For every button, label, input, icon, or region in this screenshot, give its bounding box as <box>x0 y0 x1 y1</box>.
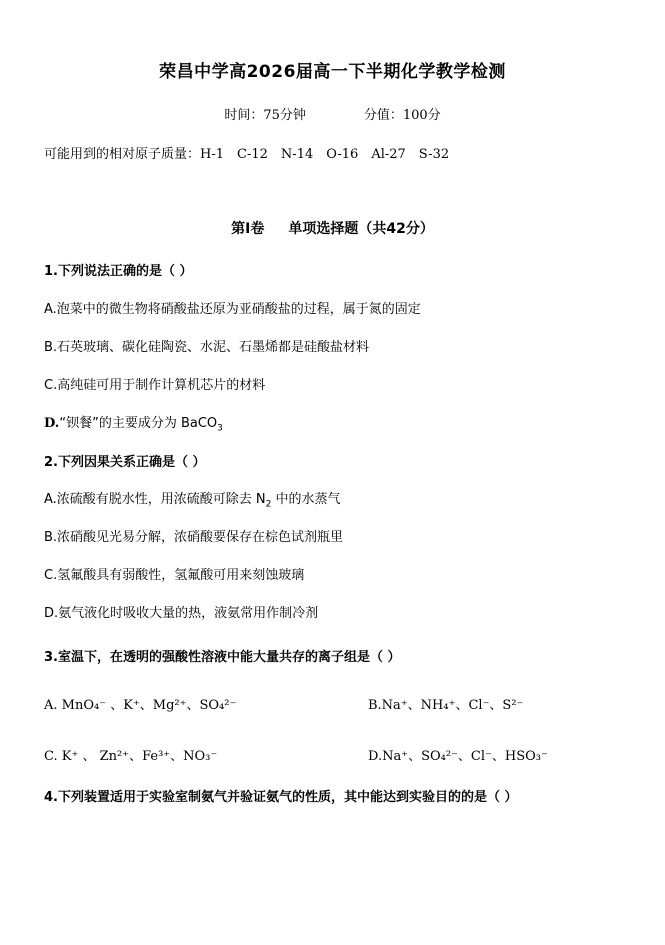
time-limit: 时间：75分钟 <box>224 108 306 123</box>
exam-meta <box>0 104 665 123</box>
question-3-stem: 3.室温下，在透明的强酸性溶液中能大量共存的离子组是（ ） <box>44 650 401 665</box>
question-1-option-a: A.泡菜中的微生物将硝酸盐还原为亚硝酸盐的过程，属于氮的固定 <box>44 302 421 317</box>
question-3-option-d: D.Na⁺、SO₄²⁻、Cl⁻、HSO₃⁻ <box>368 749 548 764</box>
atomic-mass-item: O-16 <box>326 147 359 162</box>
option-a-prefix: A.浓硫酸有脱水性，用浓硫酸可除去 N <box>44 492 266 507</box>
atomic-mass-item: N-14 <box>280 147 314 162</box>
question-4-stem: 4.下列装置适用于实验室制氨气并验证氨气的性质，其中能达到实验目的的是（ ） <box>44 790 518 805</box>
atomic-masses <box>44 143 462 162</box>
atomic-masses-label: 可能用到的相对原子质量： <box>44 147 201 162</box>
atomic-mass-item: C-12 <box>237 147 268 162</box>
option-d-text: “钡餐”的主要成分为 BaCO <box>59 416 218 431</box>
question-2-option-c: C.氢氟酸具有弱酸性，氢氟酸可用来刻蚀玻璃 <box>44 568 305 583</box>
option-a-subscript: 2 <box>265 499 272 510</box>
question-1-stem: 1.下列说法正确的是（ ） <box>44 264 193 279</box>
question-2-stem: 2.下列因果关系正确是（ ） <box>44 455 206 470</box>
option-d-prefix: D. <box>44 416 60 431</box>
question-1-option-b: B.石英玻璃、碳化硅陶瓷、水泥、石墨烯都是硅酸盐材料 <box>44 340 370 355</box>
total-score: 分值：100分 <box>363 108 441 123</box>
question-3-option-c: C. K⁺ 、 Zn²⁺、Fe³⁺、NO₃⁻ <box>44 749 218 764</box>
question-3-option-b: B.Na⁺、NH₄⁺、Cl⁻、S²⁻ <box>368 698 524 713</box>
question-2-option-a <box>44 488 341 510</box>
question-2-option-b: B.浓硝酸见光易分解，浓硝酸要保存在棕色试剂瓶里 <box>44 530 344 545</box>
question-2-option-d: D.氨气液化时吸收大量的热，液氨常用作制冷剂 <box>44 606 319 621</box>
option-d-subscript: 3 <box>217 423 223 434</box>
question-1-option-c: C.高纯硅可用于制作计算机芯片的材料 <box>44 378 266 393</box>
exam-title: 荣昌中学高2026届高一下半期化学教学检测 <box>159 62 506 82</box>
question-1-option-d <box>44 412 223 434</box>
section-name: 单项选择题（共42分） <box>288 221 434 237</box>
atomic-mass-item: Al-27 <box>371 147 406 162</box>
section-heading <box>0 218 665 238</box>
question-3-option-a: A. MnO₄⁻ 、K⁺、Mg²⁺、SO₄²⁻ <box>44 698 237 713</box>
atomic-mass-item: S-32 <box>418 147 450 162</box>
section-part: 第I卷 <box>231 221 265 237</box>
atomic-mass-item: H-1 <box>200 147 225 162</box>
option-a-suffix: 中的水蒸气 <box>271 492 341 507</box>
